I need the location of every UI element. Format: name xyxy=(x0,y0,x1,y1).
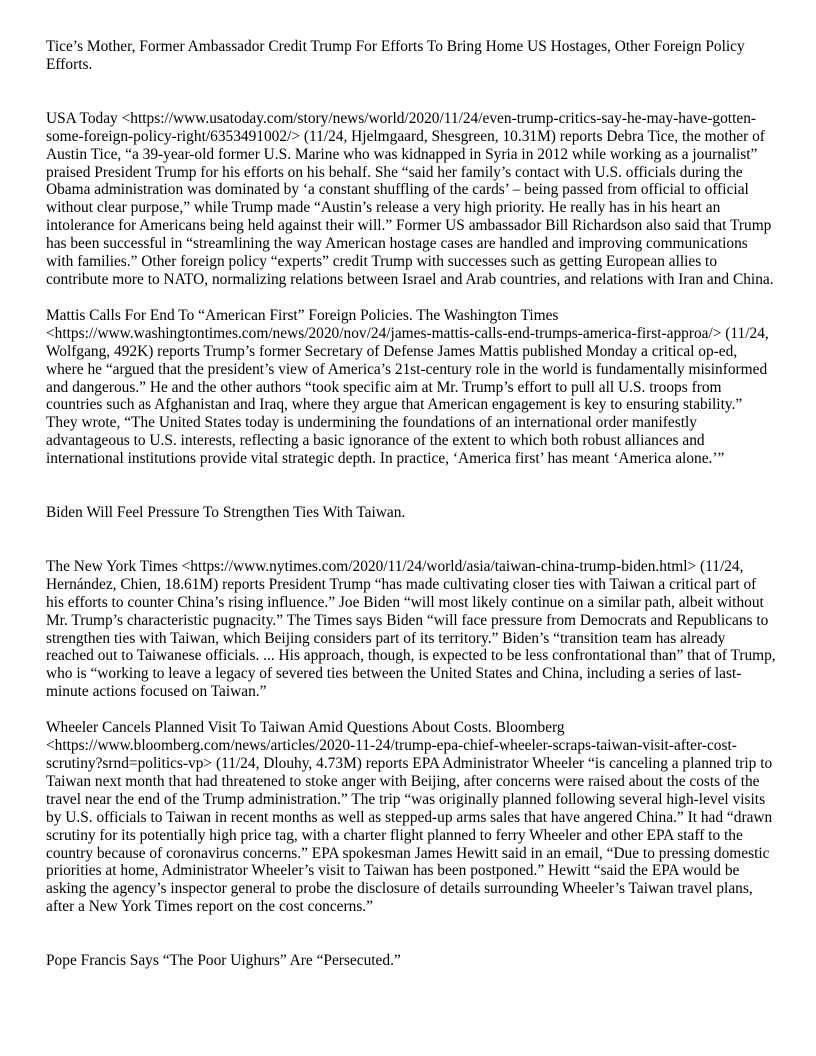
headline-biden-taiwan: Biden Will Feel Pressure To Strengthen Ties With Taiwan. xyxy=(46,504,406,522)
paragraph-mattis: Mattis Calls For End To “American First” Foreign Policies. The Washington Times <https://www.washingtontimes.com/news/2020/nov/24/james-mattis-calls-end-trumps-america-first-approa/> (11/24, Wolfgang, 492K) reports Trump’s former Secretary of Defense James Mattis published Monday a critical op-ed, where he “argued that the president’s view of America’s 21st-century role in the world is fundamentally misinformed and dangerous.” He and the other authors “took specific aim at Mr. Trump’s effort to pull all U.S. troops from countries such as Afghanistan and Iraq, where they argue that American engagement is key to ensuring stability.” They wrote, “The United States today is undermining the foundations of an international order manifestly advantageous to U.S. interests, reflecting a basic ignorance of the extent to which both robust alliances and international institutions provide vital strategic depth. In practice, ‘America first’ has meant ‘America alone.’” xyxy=(46,306,769,468)
document-page xyxy=(46,38,776,970)
headline-tice: Tice’s Mother, Former Ambassador Credit Trump For Efforts To Bring Home US Hostages, Other Foreign Policy Efforts. xyxy=(46,38,745,73)
spacer xyxy=(46,289,776,307)
paragraph-tice: USA Today <https://www.usatoday.com/story/news/world/2020/11/24/even-trump-critics-say-he-may-have-gotten-some-foreign-policy-right/6353491002/> (11/24, Hjelmgaard, Shesgreen, 10.31M) reports Debra Tice, the mother of Austin Tice, “a 39-year-old former U.S. Marine who was kidnapped in Syria in 2012 while working as a journalist” praised President Trump for his efforts on his behalf. She “said her family’s contact with U.S. officials during the Obama administration was dominated by ‘a constant shuffling of the cards’ – being passed from official to official without clear purpose,” while Trump made “Austin’s release a very high priority. He really has in his heart an intolerance for Americans being held against their will.” Former US ambassador Bill Richardson also said that Trump has been successful in “streamlining the way American hostage cases are handled and improving communications with families.” Other foreign policy “experts” credit Trump with successes such as getting European allies to contribute more to NATO, normalizing relations between Israel and Arab countries, and relations with Iran and China. xyxy=(46,109,774,288)
headline-pope-francis: Pope Francis Says “The Poor Uighurs” Are “Persecuted.” xyxy=(46,952,401,970)
paragraph-wheeler: Wheeler Cancels Planned Visit To Taiwan Amid Questions About Costs. Bloomberg <https://www.bloomberg.com/news/articles/2020-11-24/trump-epa-chief-wheeler-scraps-taiwan-visit-after-cost-scrutiny?srnd=politics-vp> (11/24, Dlouhy, 4.73M) reports EPA Administrator Wheeler “is canceling a planned trip to Taiwan next month that had threatened to stoke anger with Beijing, after concerns were raised about the costs of the travel near the end of the Trump administration.” The trip “was originally planned following several high-level visits by U.S. officials to Taiwan in recent months as well as stepped-up arms sales that have angered China.” It had “drawn scrutiny for its potentially high price tag, with a charter flight planned to ferry Wheeler and other EPA staff to the country because of coronavirus concerns.” EPA spokesman James Hewitt said in an email, “Due to pressing domestic priorities at home, Administrator Wheeler’s visit to Taiwan has been postponed.” Hewitt “said the EPA would be asking the agency’s inspector general to probe the disclosure of details surrounding Wheeler’s Taiwan travel plans, after a New York Times report on the cost concerns.” xyxy=(46,719,773,916)
spacer xyxy=(46,916,776,952)
spacer xyxy=(46,74,776,110)
spacer xyxy=(46,468,776,504)
paragraph-nyt-taiwan: The New York Times <https://www.nytimes.com/2020/11/24/world/asia/taiwan-china-trump-biden.html> (11/24, Hernández, Chien, 18.61M) reports President Trump “has made cultivating closer ties with Taiwan a critical part of his efforts to counter China’s rising influence.” Joe Biden “will most likely continue on a similar path, albeit without Mr. Trump’s characteristic pugnacity.” The Times says Biden “will face pressure from Democrats and Republicans to strengthen ties with Taiwan, which Beijing considers part of its territory.” Biden’s “transition team has already reached out to Taiwanese officials. ... His approach, though, is expected to be less confrontational than” that of Trump, who is “working to leave a legacy of severed ties between the United States and China, including a series of last-minute actions focused on Taiwan.” xyxy=(46,557,776,701)
spacer xyxy=(46,522,776,558)
spacer xyxy=(46,701,776,719)
